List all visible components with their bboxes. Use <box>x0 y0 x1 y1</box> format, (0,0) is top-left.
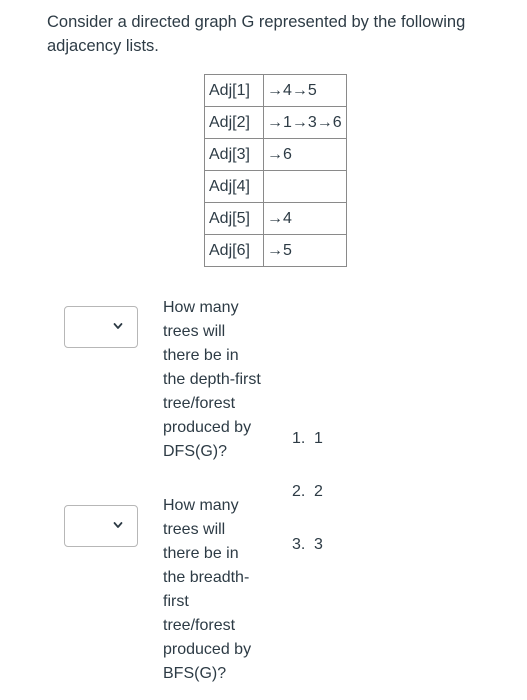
adjacency-label: Adj[2] <box>205 107 264 139</box>
table-row <box>205 203 347 235</box>
table-row <box>205 171 347 203</box>
adjacency-label: Adj[5] <box>205 203 264 235</box>
list-item <box>292 480 323 533</box>
adjacency-list: →6 <box>264 139 347 171</box>
adjacency-label: Adj[4] <box>205 171 264 203</box>
bfs-answer-select[interactable] <box>64 505 138 547</box>
option-number: 1. <box>292 430 306 447</box>
option-value: 3 <box>314 536 323 553</box>
adjacency-label: Adj[6] <box>205 235 264 267</box>
adjacency-list: →1→3→6 <box>264 107 347 139</box>
adjacency-list: →4→5 <box>264 75 347 107</box>
question-intro: Consider a directed graph G represented by the following adjacency lists. <box>47 13 466 55</box>
adjacency-list <box>264 171 347 203</box>
chevron-down-icon <box>113 520 123 530</box>
table-row <box>205 75 347 107</box>
bfs-question-text: How many trees will there be in the breadth-first tree/forest produced by BFS(G)? <box>163 497 252 682</box>
answer-options-list <box>292 427 323 586</box>
adjacency-list: →5 <box>264 235 347 267</box>
dfs-answer-select[interactable] <box>64 306 138 348</box>
option-value: 1 <box>314 430 323 447</box>
adjacency-table <box>204 74 347 267</box>
dfs-question-text: How many trees will there be in the depth-first tree/forest produced by DFS(G)? <box>163 299 261 460</box>
option-number: 2. <box>292 483 306 500</box>
table-row <box>205 107 347 139</box>
chevron-down-icon <box>113 321 123 331</box>
adjacency-label: Adj[1] <box>205 75 264 107</box>
table-row <box>205 235 347 267</box>
list-item <box>292 533 323 586</box>
option-number: 3. <box>292 536 306 553</box>
adjacency-list: →4 <box>264 203 347 235</box>
table-row <box>205 139 347 171</box>
option-value: 2 <box>314 483 323 500</box>
list-item <box>292 427 323 480</box>
adjacency-label: Adj[3] <box>205 139 264 171</box>
